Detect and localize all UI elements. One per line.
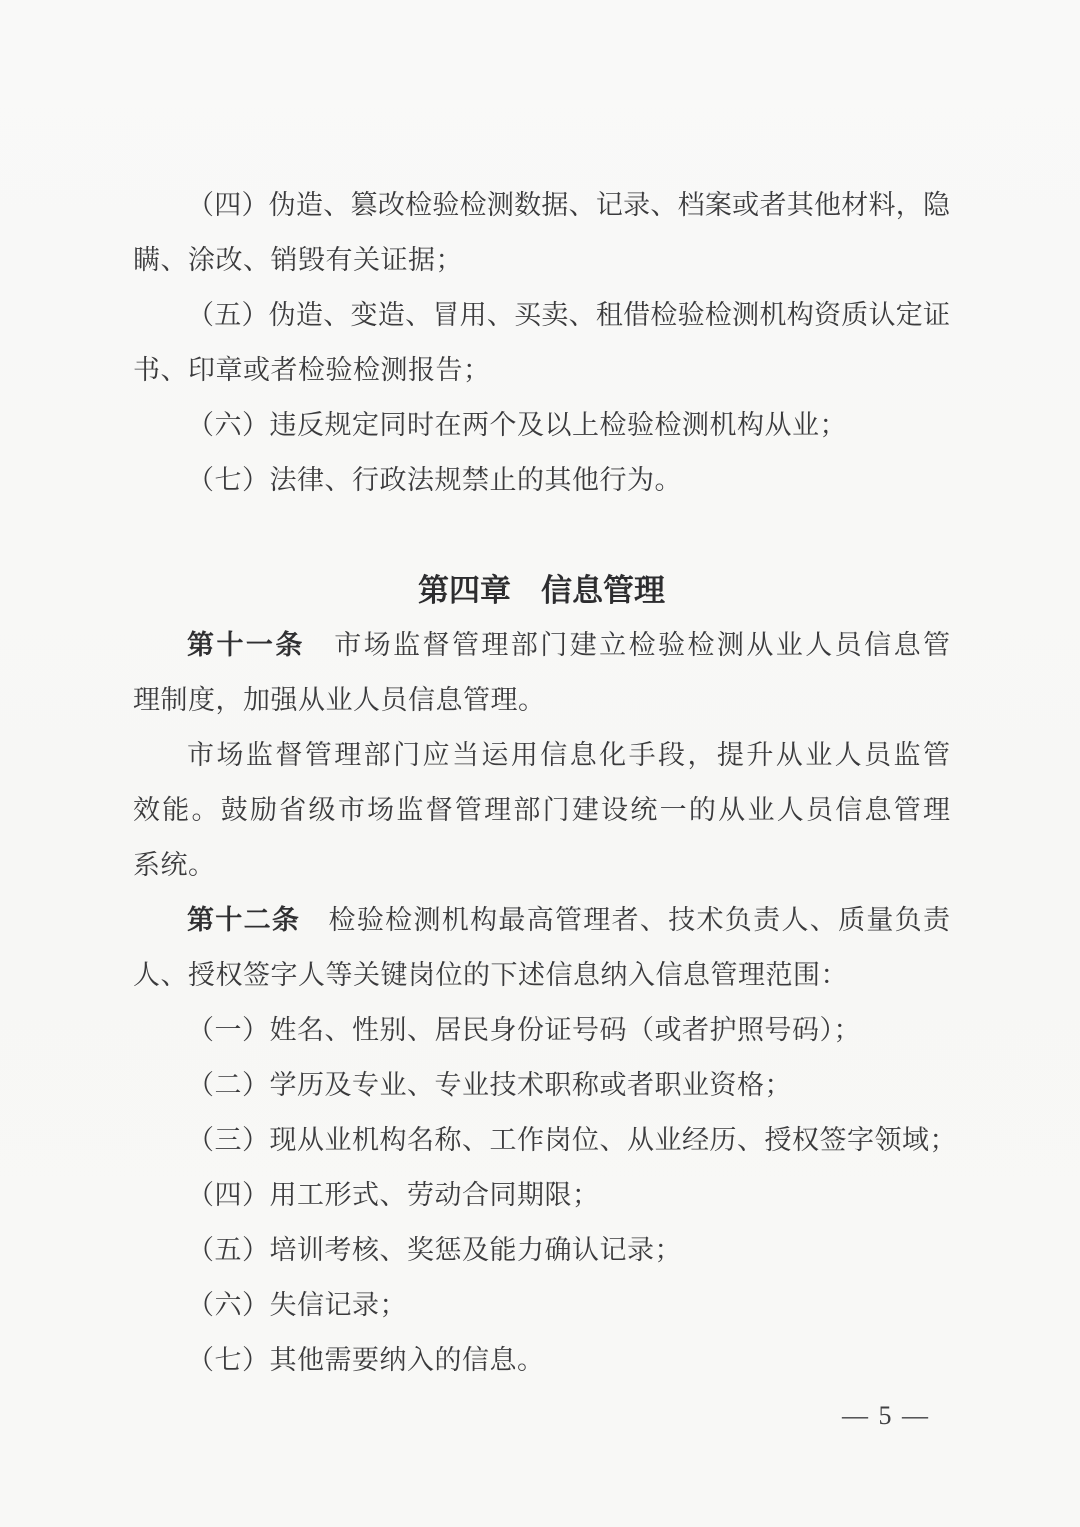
text-line: [133, 233, 950, 288]
text-line: [133, 1058, 950, 1113]
chapter-number: 第四章: [418, 573, 511, 608]
line-text: （一）姓名、性别、居民身份证号码（或者护照号码）；: [187, 1015, 861, 1045]
line-text: 效能。鼓励省级市场监督管理部门建设统一的从业人员信息管理: [133, 795, 950, 825]
section-information-management: [133, 618, 957, 1388]
line-text: 检验检测机构最高管理者、技术负责人、质量负责: [300, 905, 951, 935]
text-line: [133, 1278, 950, 1333]
line-text: （六）违反规定同时在两个及以上检验检测机构从业；: [187, 410, 847, 440]
article-number: 第十一条: [187, 630, 305, 660]
line-text: （七）法律、行政法规禁止的其他行为。: [187, 465, 682, 495]
line-text: （四）伪造、篡改检验检测数据、记录、档案或者其他材料，隐: [187, 190, 950, 220]
line-text: （五）伪造、变造、冒用、买卖、租借检验检测机构资质认定证: [187, 300, 950, 330]
text-line: [133, 343, 950, 398]
text-line: [133, 1113, 957, 1168]
section-violation-items: [133, 178, 950, 508]
text-line: [133, 618, 950, 673]
text-line: [133, 288, 950, 343]
text-line: [133, 838, 950, 893]
line-text: （四）用工形式、劳动合同期限；: [187, 1180, 600, 1210]
line-text: （五）培训考核、奖惩及能力确认记录；: [187, 1235, 682, 1265]
line-text: 人、授权签字人等关键岗位的下述信息纳入信息管理范围：: [133, 960, 848, 990]
line-text: 理制度，加强从业人员信息管理。: [133, 685, 546, 715]
text-line: [133, 673, 950, 728]
page-footer: [133, 1388, 950, 1443]
line-text: 瞒、涂改、销毁有关证据；: [133, 245, 463, 275]
text-line: [133, 453, 950, 508]
line-text: 市场监督管理部门建立检验检测从业人员信息管: [304, 630, 951, 660]
line-text: （七）其他需要纳入的信息。: [187, 1345, 545, 1375]
line-text: （二）学历及专业、专业技术职称或者职业资格；: [187, 1070, 792, 1100]
text-line: [133, 1003, 950, 1058]
chapter-heading: [133, 563, 950, 618]
text-line: [133, 783, 950, 838]
text-line: [133, 398, 950, 453]
text-line: [133, 728, 950, 783]
page-number: — 5 —: [842, 1401, 930, 1430]
line-text: 书、印章或者检验检测报告；: [133, 355, 491, 385]
text-line: [133, 893, 950, 948]
text-line: [133, 1333, 950, 1388]
text-line: [133, 178, 950, 233]
text-line: [133, 1168, 950, 1223]
line-text: （三）现从业机构名称、工作岗位、从业经历、授权签字领域；: [187, 1125, 957, 1155]
article-number: 第十二条: [187, 905, 301, 935]
line-text: （六）失信记录；: [187, 1290, 407, 1320]
line-text: 系统。: [133, 850, 216, 880]
text-line: [133, 948, 950, 1003]
chapter-title: 信息管理: [541, 573, 665, 608]
line-text: 市场监督管理部门应当运用信息化手段，提升从业人员监管: [187, 740, 950, 770]
text-line: [133, 1223, 950, 1278]
